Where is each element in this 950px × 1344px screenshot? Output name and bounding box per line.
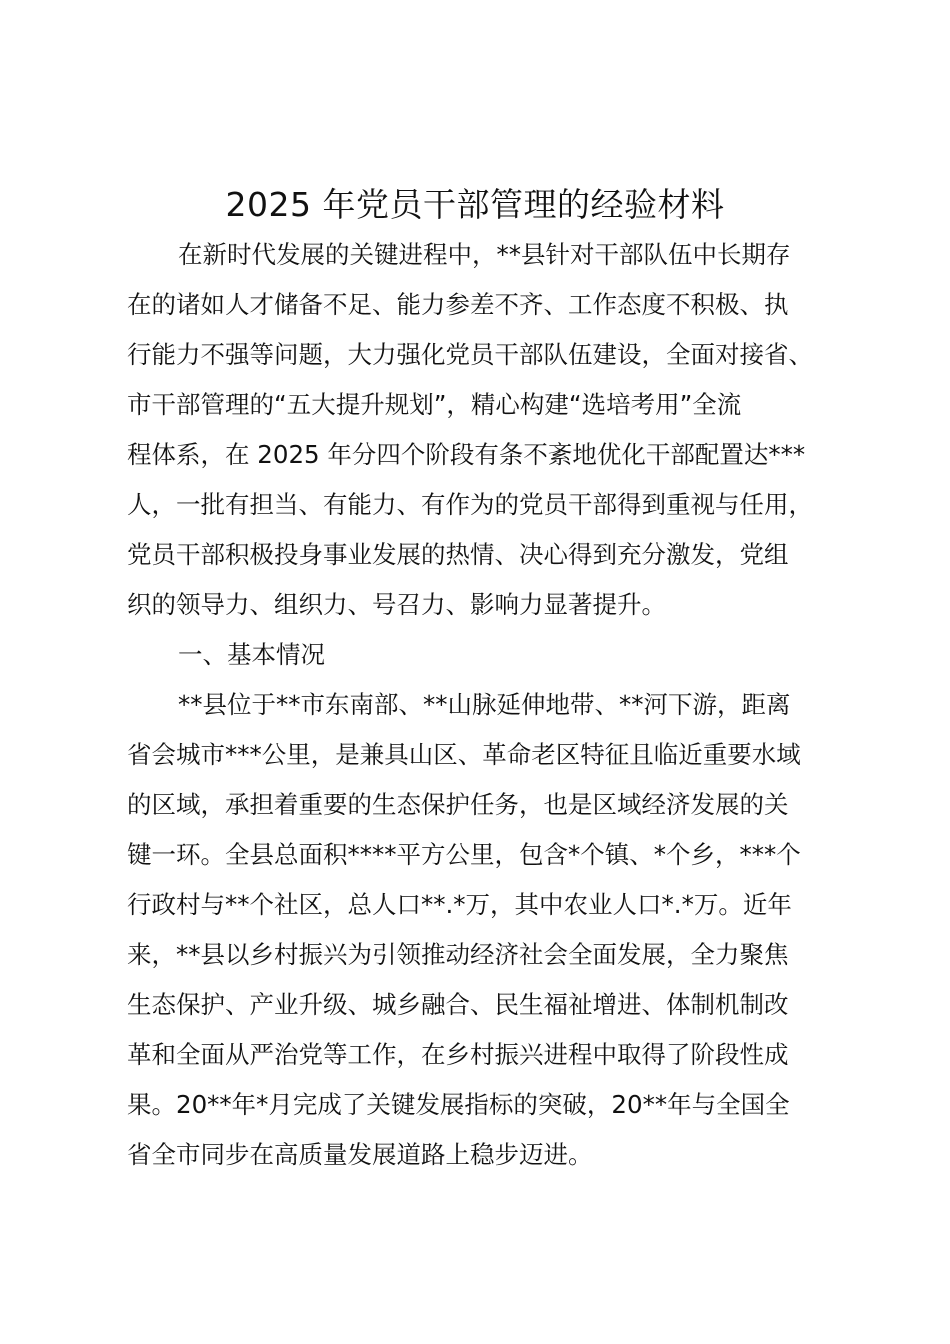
section-line-9: 果。20**年*月完成了关键发展指标的突破，20**年与全国全: [127, 1090, 790, 1119]
section-line-8: 革和全面从严治党等工作，在乡村振兴进程中取得了阶段性成: [127, 1040, 789, 1069]
document-title: 2025 年党员干部管理的经验材料: [225, 185, 725, 224]
intro-line-3: 行能力不强等问题，大力强化党员干部队伍建设，全面对接省、: [127, 340, 813, 369]
intro-line-7: 党员干部积极投身事业发展的热情、决心得到充分激发，党组: [127, 540, 789, 569]
section-line-6: 来，**县以乡村振兴为引领推动经济社会全面发展，全力聚焦: [127, 940, 789, 969]
intro-line-2: 在的诸如人才储备不足、能力参差不齐、工作态度不积极、执: [127, 290, 789, 319]
intro-line-4: 市干部管理的“五大提升规划”，精心构建“选培考用”全流: [127, 390, 742, 419]
section-line-3: 的区域，承担着重要的生态保护任务，也是区域经济发展的关: [127, 790, 789, 819]
intro-line-8: 织的领导力、组织力、号召力、影响力显著提升。: [127, 590, 666, 619]
section-line-1: **县位于**市东南部、**山脉延伸地带、**河下游，距离: [178, 690, 791, 719]
intro-line-6: 人，一批有担当、有能力、有作为的党员干部得到重视与任用，: [127, 490, 813, 519]
section-heading: 一、基本情况: [178, 640, 325, 669]
intro-line-5: 程体系，在 2025 年分四个阶段有条不紊地优化干部配置达***: [127, 440, 806, 469]
intro-line-1: 在新时代发展的关键进程中，**县针对干部队伍中长期存: [178, 240, 791, 269]
section-line-7: 生态保护、产业升级、城乡融合、民生福祉增进、体制机制改: [127, 990, 789, 1019]
section-line-10: 省全市同步在高质量发展道路上稳步迈进。: [127, 1140, 593, 1169]
section-line-5: 行政村与**个社区，总人口**.*万，其中农业人口*.*万。近年: [127, 890, 792, 919]
section-line-2: 省会城市***公里，是兼具山区、革命老区特征且临近重要水域: [127, 740, 801, 769]
section-line-4: 键一环。全县总面积****平方公里，包含*个镇、*个乡，***个: [127, 840, 801, 869]
